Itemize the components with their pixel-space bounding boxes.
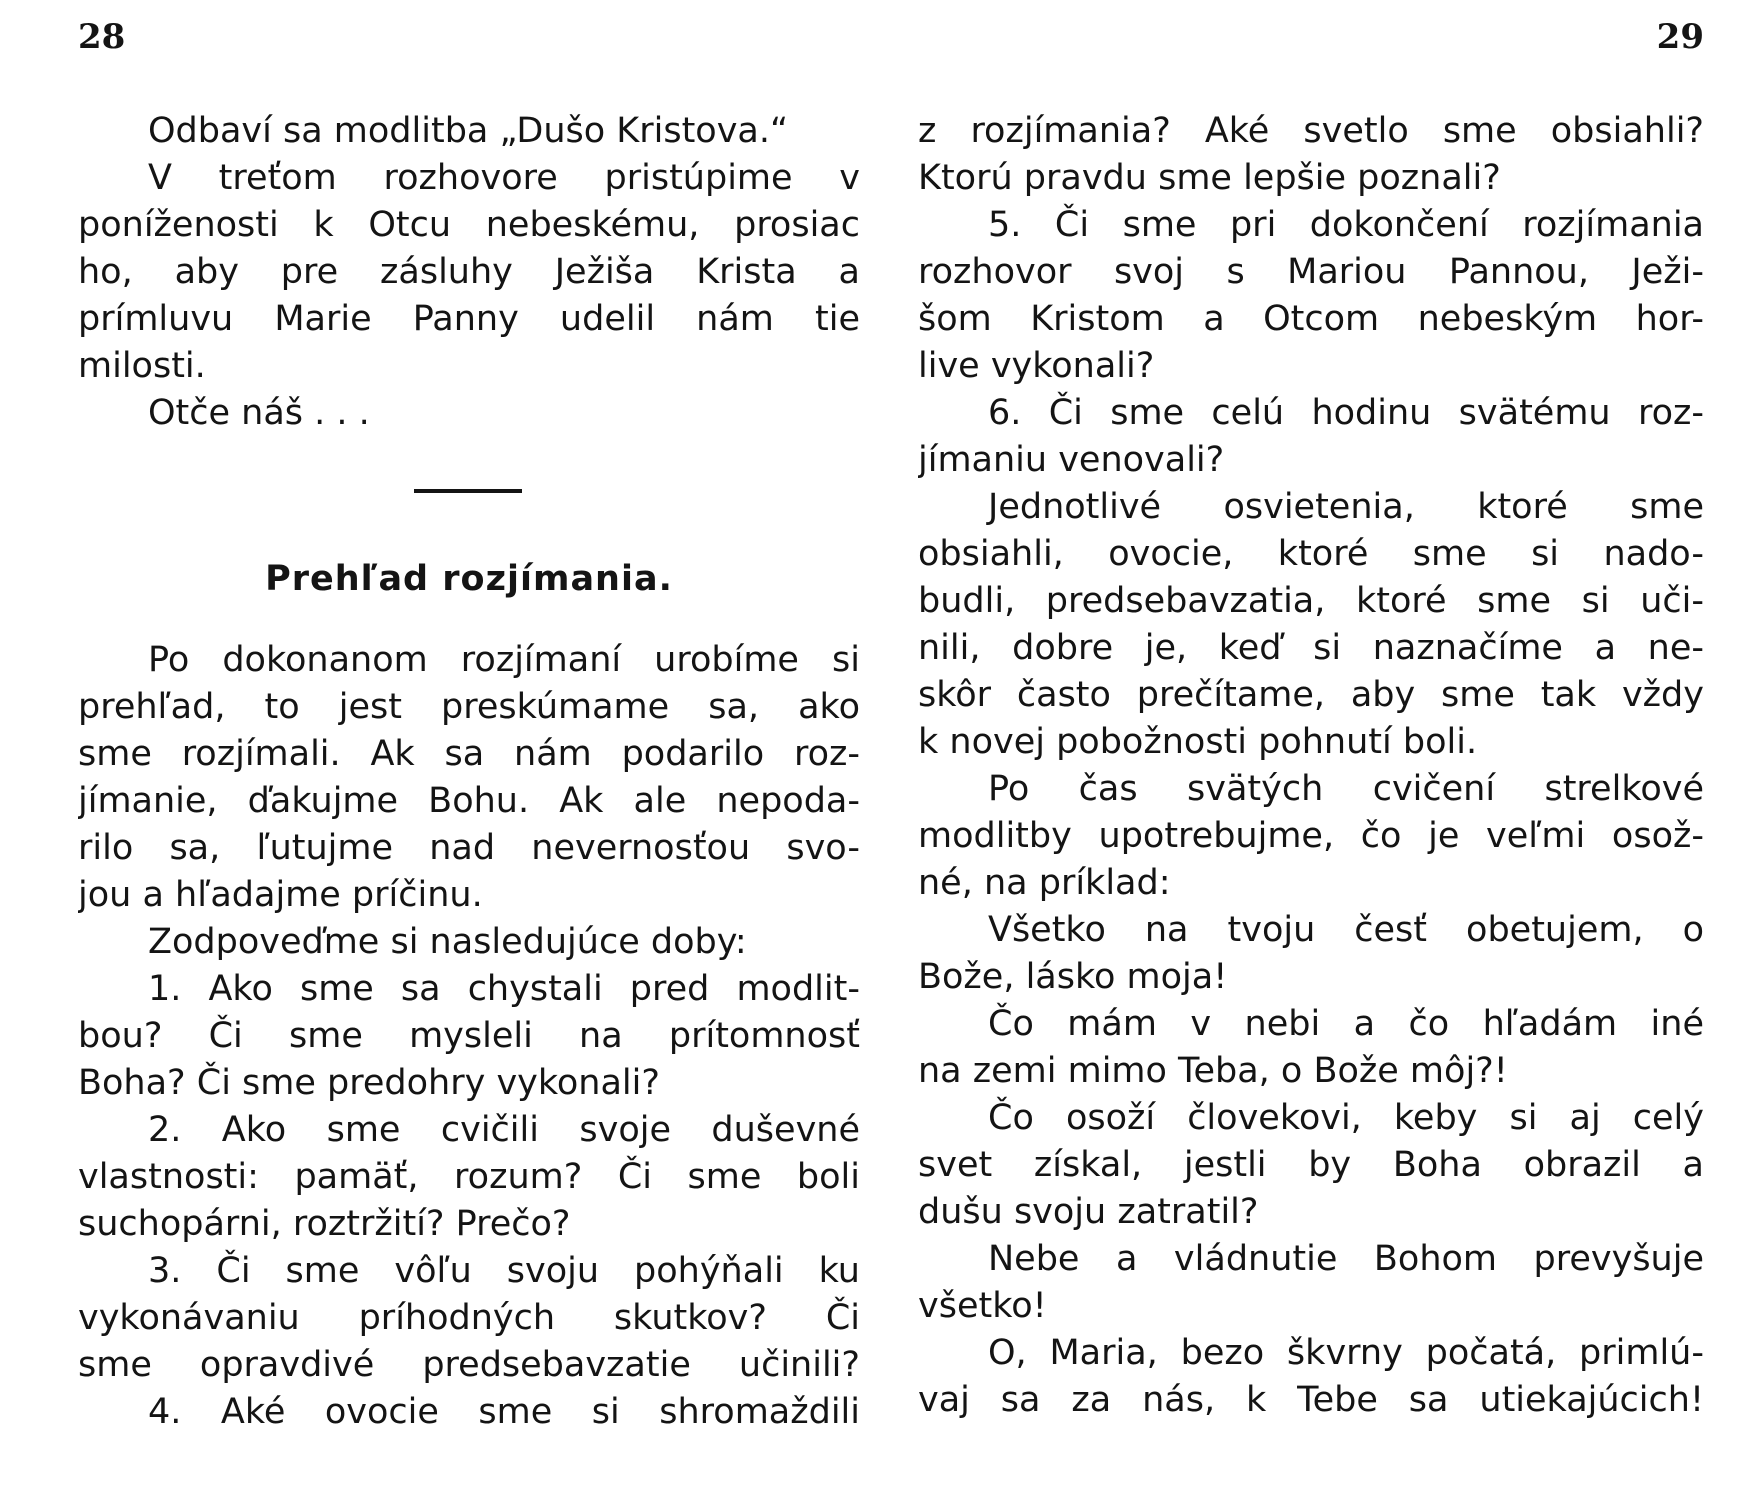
text-line: Otče náš . . . [148,393,370,433]
text-line: 1. Ako sme sa chystali pred modlit- [148,969,860,1009]
left-text-block-2 [78,637,860,1436]
section-heading: Prehľad rozjímania. [265,559,673,599]
text-line: bou? Či sme mysleli na prítomnosť [78,1016,860,1056]
text-line: šom Kristom a Otcom nebeským hor- [918,299,1704,339]
text-line: na zemi mimo Teba, o Bože môj?! [918,1051,1508,1091]
text-line: sme rozjímali. Ak sa nám podarilo roz- [78,734,860,774]
text-line: 6. Či sme celú hodinu svätému roz- [988,393,1704,433]
text-line: jou a hľadajme príčinu. [78,875,483,915]
text-line: 4. Aké ovocie sme si shromaždili [148,1392,860,1432]
page-number-left: 28 [78,17,126,57]
right-text-block [918,108,1704,1424]
text-line: milosti. [78,346,206,386]
text-line: Po čas svätých cvičení strelkové [988,769,1704,809]
text-line: jímaniu venovali? [918,440,1225,480]
text-line: vykonávaniu príhodných skutkov? Či [78,1298,860,1338]
text-line: Zodpoveďme si nasledujúce doby: [148,922,747,962]
page-number-right: 29 [1656,17,1704,57]
text-line: prehľad, to jest preskúmame sa, ako [78,687,860,727]
text-line: dušu svoju zatratil? [918,1192,1259,1232]
text-line: všetko! [918,1286,1047,1326]
text-line: Všetko na tvoju česť obetujem, o [988,910,1704,950]
text-line: Bože, lásko moja! [918,957,1228,997]
right-page-column [918,108,1704,1424]
text-line: poníženosti k Otcu nebeskému, prosiac [78,205,860,245]
text-line: Ktorú pravdu sme lepšie poznali? [918,158,1501,198]
text-line: z rozjímania? Aké svetlo sme obsiahli? [918,111,1704,151]
text-line: obsiahli, ovocie, ktoré sme si nado- [918,534,1704,574]
text-line: sme opravdivé predsebavzatie učinili? [78,1345,860,1385]
text-line: Čo mám v nebi a čo hľadám iné [988,1004,1704,1044]
text-line: svet získal, jestli by Boha obrazil a [918,1145,1704,1185]
text-line: 2. Ako sme cvičili svoje duševné [148,1110,860,1150]
text-line: Nebe a vládnutie Bohom prevyšuje [988,1239,1704,1279]
text-line: vlastnosti: pamäť, rozum? Či sme boli [78,1157,860,1197]
text-line: rilo sa, ľutujme nad nevernosťou svo- [78,828,860,868]
text-line: Odbaví sa modlitba „Dušo Kristova.“ [148,111,789,151]
text-line: 5. Či sme pri dokončení rozjímania [988,205,1704,245]
text-line: k novej pobožnosti pohnutí boli. [918,722,1478,762]
text-line: Po dokonanom rozjímaní urobíme si [148,640,860,680]
text-line: budli, predsebavzatia, ktoré sme si uči- [918,581,1704,621]
text-line: live vykonali? [918,346,1155,386]
text-line: Jednotlivé osvietenia, ktoré sme [988,487,1704,527]
divider-rule [414,489,522,493]
text-line: nili, dobre je, keď si naznačíme a ne- [918,628,1704,668]
section-divider [78,437,860,541]
text-line: 3. Či sme vôľu svoju pohýňali ku [148,1251,860,1291]
text-line: V treťom rozhovore pristúpime v [148,158,860,198]
text-line: né, na príklad: [918,863,1171,903]
text-line: Čo osoží človekovi, keby si aj celý [988,1098,1704,1138]
text-line: skôr často prečítame, aby sme tak vždy [918,675,1704,715]
text-line: suchopárni, roztržití? Prečo? [78,1204,571,1244]
text-line: Boha? Či sme predohry vykonali? [78,1063,660,1103]
text-line: jímanie, ďakujme Bohu. Ak ale nepoda- [78,781,860,821]
text-line: vaj sa za nás, k Tebe sa utiekajúcich! [918,1380,1704,1420]
left-page-column [78,108,860,1436]
text-line: modlitby upotrebujme, čo je veľmi osož- [918,816,1704,856]
text-line: prímluvu Marie Panny udelil nám tie [78,299,860,339]
text-line: ho, aby pre zásluhy Ježiša Krista a [78,252,860,292]
text-line: O, Maria, bezo škvrny počatá, primlú- [988,1333,1704,1373]
text-line: rozhovor svoj s Mariou Pannou, Ježi- [918,252,1704,292]
left-text-block-1 [78,108,860,437]
